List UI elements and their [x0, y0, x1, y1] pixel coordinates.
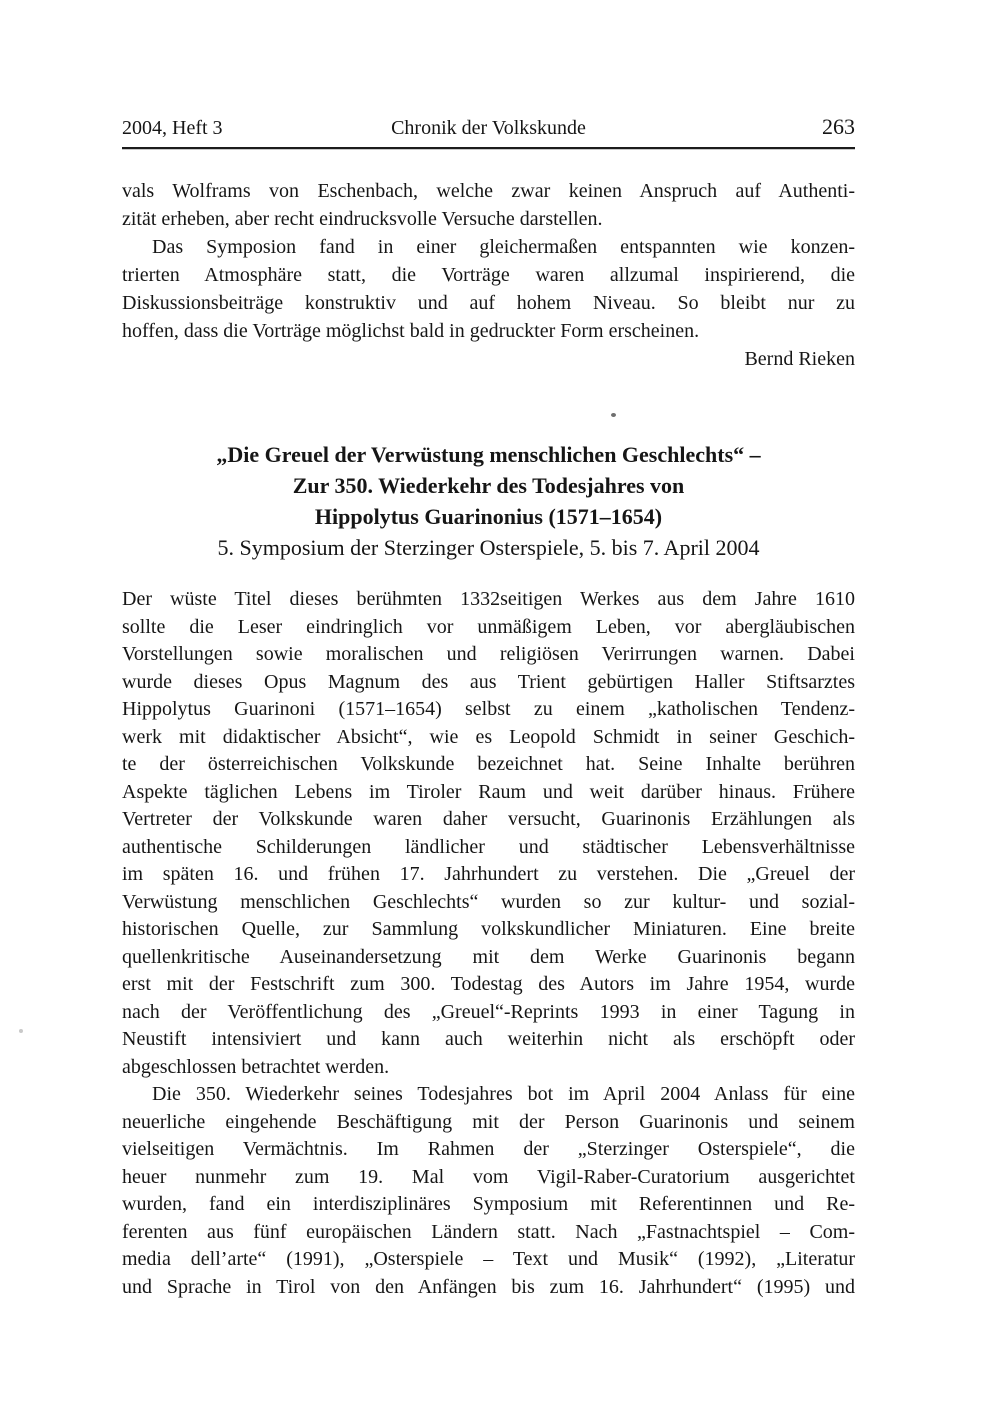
- text-line: abgeschlossen betrachtet werden.: [122, 1055, 390, 1078]
- text-line: Die 350. Wiederkehr seines Todesjahres bot im April 2004 Anlass für eine: [152, 1083, 855, 1105]
- text-line: authentische Schilderungen ländlicher und städtischer Lebensverhältnisse: [122, 835, 855, 858]
- text-line: erst mit der Festschrift zum 300. Todestag des Autors im Jahre 1954, wurde: [122, 973, 855, 995]
- scan-artifact-dot: [19, 1029, 23, 1033]
- text-line: Neustift intensiviert und kann auch weiterhin nicht als erschöpft oder: [122, 1028, 855, 1050]
- text-line: historischen Quelle, zur Sammlung volkskundlicher Miniaturen. Eine breite: [122, 918, 855, 940]
- text-line: Hippolytus Guarinoni (1571–1654) selbst zu einem „katholischen Tendenz-: [122, 698, 855, 720]
- header-page-number: 263: [822, 114, 856, 139]
- text-line: Vertreter der Volkskunde waren daher versucht, Guarinonis Erzählungen als: [122, 808, 855, 830]
- text-line: trierten Atmosphäre statt, die Vorträge waren allzumal inspirierend, die: [122, 264, 855, 286]
- text-line: Diskussionsbeiträge konstruktiv und auf hohem Niveau. So bleibt nur zu: [122, 292, 855, 314]
- text-line: Aspekte täglichen Lebens im Tiroler Raum und weit darüber hinaus. Frühere: [122, 780, 855, 803]
- text-line: und Sprache in Tirol von den Anfängen bis zum 16. Jahrhundert“ (1995) und: [122, 1275, 855, 1298]
- text-line: sollte die Leser eindringlich vor unmäßigem Leben, vor abergläubischen: [122, 615, 855, 638]
- text-line: Der wüste Titel dieses berühmten 1332seitigen Werkes aus dem Jahre 1610: [122, 588, 855, 610]
- text-line: heuer nunmehr zum 19. Mal vom Vigil-Raber-Curatorium ausgerichtet: [122, 1165, 855, 1188]
- page-header: [122, 114, 855, 141]
- text-line: neuerliche eingehende Beschäftigung mit der Person Guarinonis und seinem: [122, 1110, 855, 1133]
- article-paragraphs: [122, 586, 855, 1301]
- text-line: vals Wolframs von Eschenbach, welche zwar keinen Anspruch auf Authenti-: [122, 180, 855, 202]
- previous-article-paragraphs: [122, 177, 855, 345]
- article-body: [122, 586, 855, 1301]
- text-line: nach der Veröffentlichung des „Greuel“-Reprints 1993 in einer Tagung in: [122, 1000, 855, 1023]
- text-line: Das Symposion fand in einer gleichermaßen entspannten wie konzen-: [152, 236, 855, 258]
- text-line: Vorstellungen sowie moralischen und religiösen Verirrungen warnen. Dabei: [122, 643, 855, 665]
- header-journal-section: Chronik der Volkskunde: [391, 117, 586, 139]
- paragraph: [122, 586, 855, 1081]
- article-title: [122, 439, 855, 532]
- article-subtitle: 5. Symposium der Sterzinger Osterspiele, 5. bis 7. April 2004: [217, 535, 760, 560]
- title-line: Zur 350. Wiederkehr des Todesjahres von: [292, 473, 685, 498]
- title-line: „Die Greuel der Verwüstung menschlichen Geschlechts“ –: [216, 442, 761, 467]
- text-line: media dell’arte“ (1991), „Osterspiele – Text und Musik“ (1992), „Literatur: [122, 1248, 855, 1270]
- author-signature: Bernd Rieken: [744, 348, 855, 370]
- text-line: im späten 16. und frühen 17. Jahrhundert zu verstehen. Die „Greuel der: [122, 863, 855, 885]
- text-line: hoffen, dass die Vorträge möglichst bald in gedruckter Form erscheinen.: [122, 320, 700, 342]
- text-line: zität erheben, aber recht eindrucksvolle Versuche darstellen.: [122, 208, 603, 230]
- article-heading: [122, 439, 855, 563]
- scan-artifact-dot: [611, 413, 616, 417]
- text-line: wurde dieses Opus Magnum des aus Trient gebürtigen Haller Stiftsarztes: [122, 670, 855, 693]
- text-line: vielseitigen Vermächtnis. Im Rahmen der „Sterzinger Osterspiele“, die: [122, 1138, 855, 1160]
- title-line: Hippolytus Guarinonius (1571–1654): [314, 504, 663, 529]
- text-line: wurden, fand ein interdisziplinäres Symposium mit Referentinnen und Re-: [122, 1193, 855, 1215]
- text-line: ferenten aus fünf europäischen Ländern statt. Nach „Fastnachtspiel – Com-: [122, 1220, 855, 1243]
- previous-article-end: [122, 177, 855, 373]
- header-rule: [122, 147, 855, 149]
- text-line: werk mit didaktischer Absicht“, wie es Leopold Schmidt in seiner Geschich-: [122, 725, 855, 748]
- paragraph: [122, 177, 855, 233]
- paragraph: [122, 1081, 855, 1301]
- text-line: Verwüstung menschlichen Geschlechts“ wurden so zur kultur- und sozial-: [122, 890, 855, 913]
- text-line: te der österreichischen Volkskunde bezeichnet hat. Seine Inhalte berühren: [122, 753, 855, 775]
- text-line: quellenkritische Auseinandersetzung mit dem Werke Guarinonis begann: [122, 945, 855, 968]
- paragraph: [122, 233, 855, 345]
- header-issue: 2004, Heft 3: [122, 117, 223, 139]
